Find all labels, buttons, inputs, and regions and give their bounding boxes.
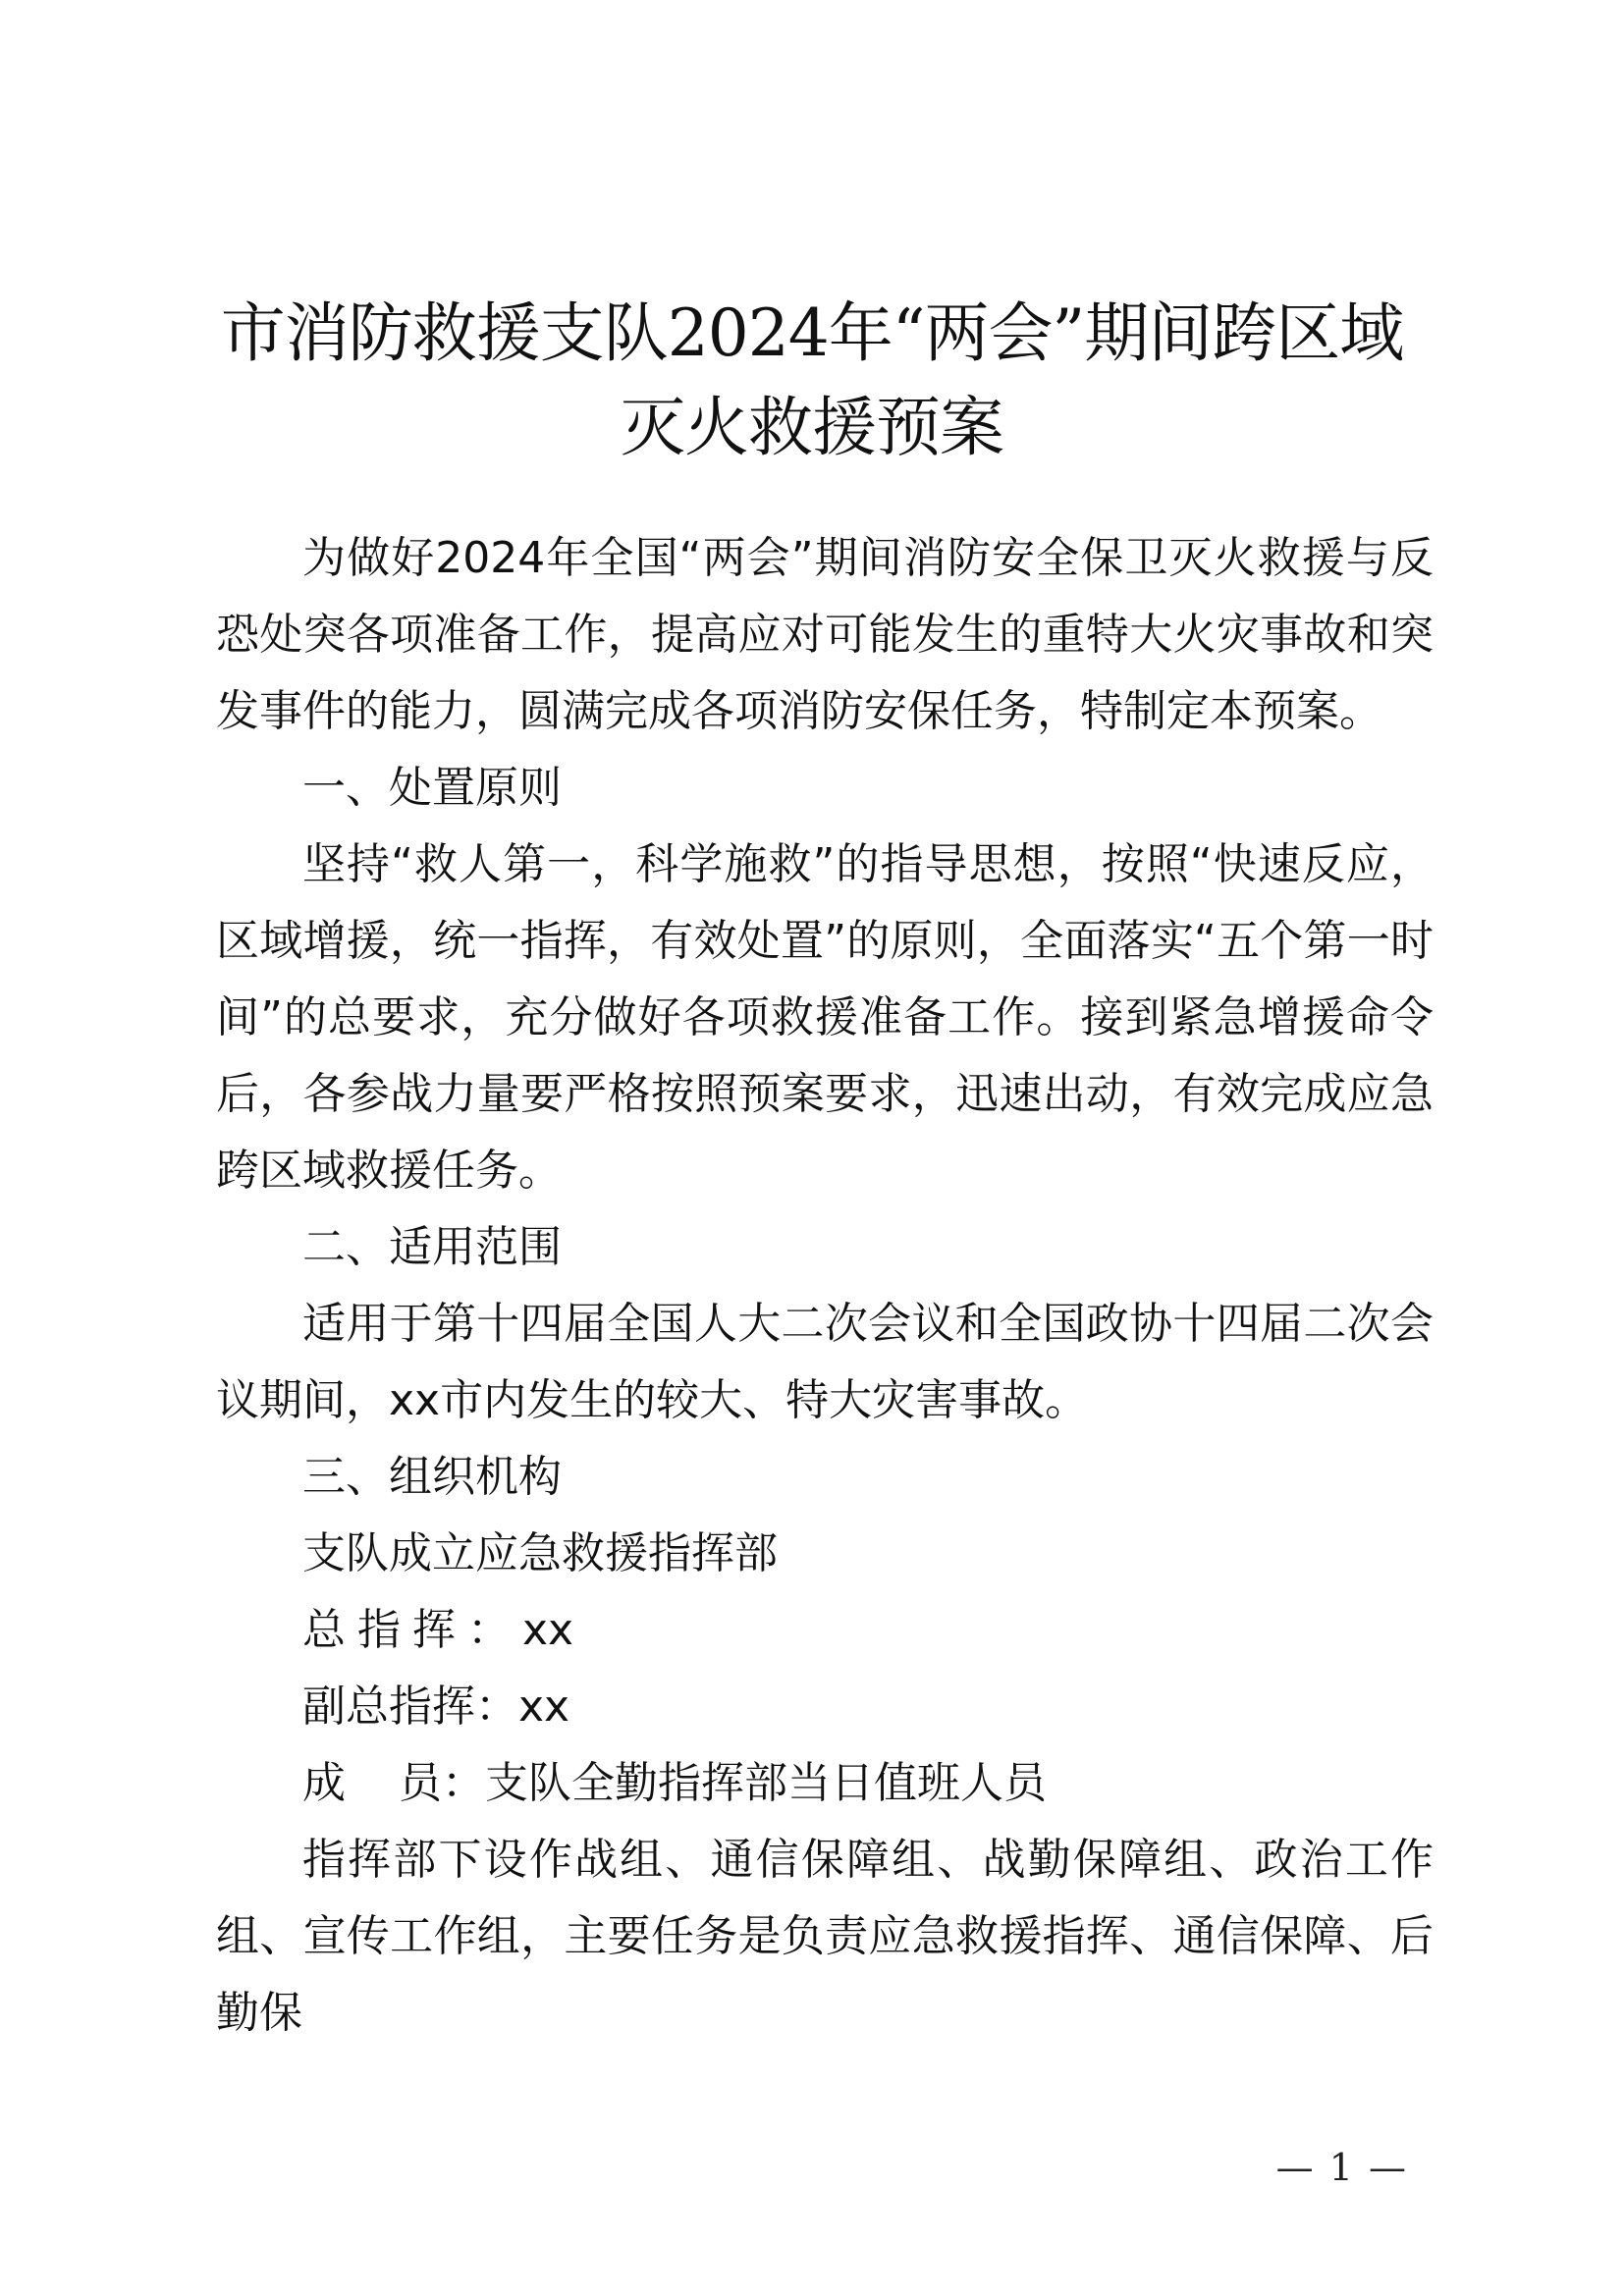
section-heading-organization: 三、组织机构 (302, 1452, 562, 1502)
page-number: — 1 — (1275, 2146, 1408, 2189)
section-text-principles: 坚持“救人第一，科学施救”的指导思想，按照“快速反应，区域增援，统一指挥，有效处置”的原则，全面落实“五个第一时间”的总要求，充分做好各项救援准备工作。接到紧急增援命令后，各参战力量要严格按照预案要求，迅速出动，有效完成应急跨区域救援任务。 (216, 839, 1434, 1196)
section-heading-principles: 一、处置原则 (302, 763, 562, 813)
field-deputy-commander (216, 1669, 1434, 1745)
intro-paragraph: 为做好2024年全国“两会”期间消防安全保卫灭火救援与反恐处突各项准备工作，提高应对可能发生的重特大火灾事故和突发事件的能力，圆满完成各项消防安保任务，特制定本预案。 (216, 533, 1434, 736)
field-label-part-b: 员： (399, 1758, 485, 1808)
field-members (216, 1745, 1434, 1822)
field-value: 支队全勤指挥部当日值班人员 (485, 1758, 1047, 1808)
organization-lead: 支队成立应急救援指挥部 (302, 1528, 778, 1578)
section-heading-scope: 二、适用范围 (302, 1222, 562, 1272)
field-label: 副总指挥： (302, 1682, 518, 1732)
field-value: xx (518, 1682, 570, 1732)
document-body (216, 520, 1434, 2052)
field-label-part-a: 成 (302, 1758, 346, 1808)
field-chief-commander (216, 1592, 1434, 1669)
document-title: 市消防救援支队2024年“两会”期间跨区域灭火救援预案 (220, 295, 1404, 465)
field-label: 总指挥： (302, 1605, 522, 1655)
field-value: xx (522, 1605, 574, 1655)
section-text-scope: 适用于第十四届全国人大二次会议和全国政协十四届二次会议期间，xx市内发生的较大、特大灾害事故。 (216, 1299, 1434, 1425)
section-text-organization: 指挥部下设作战组、通信保障组、战勤保障组、政治工作组、宣传工作组，主要任务是负责应急救援指挥、通信保障、后勤保 (216, 1835, 1434, 2038)
